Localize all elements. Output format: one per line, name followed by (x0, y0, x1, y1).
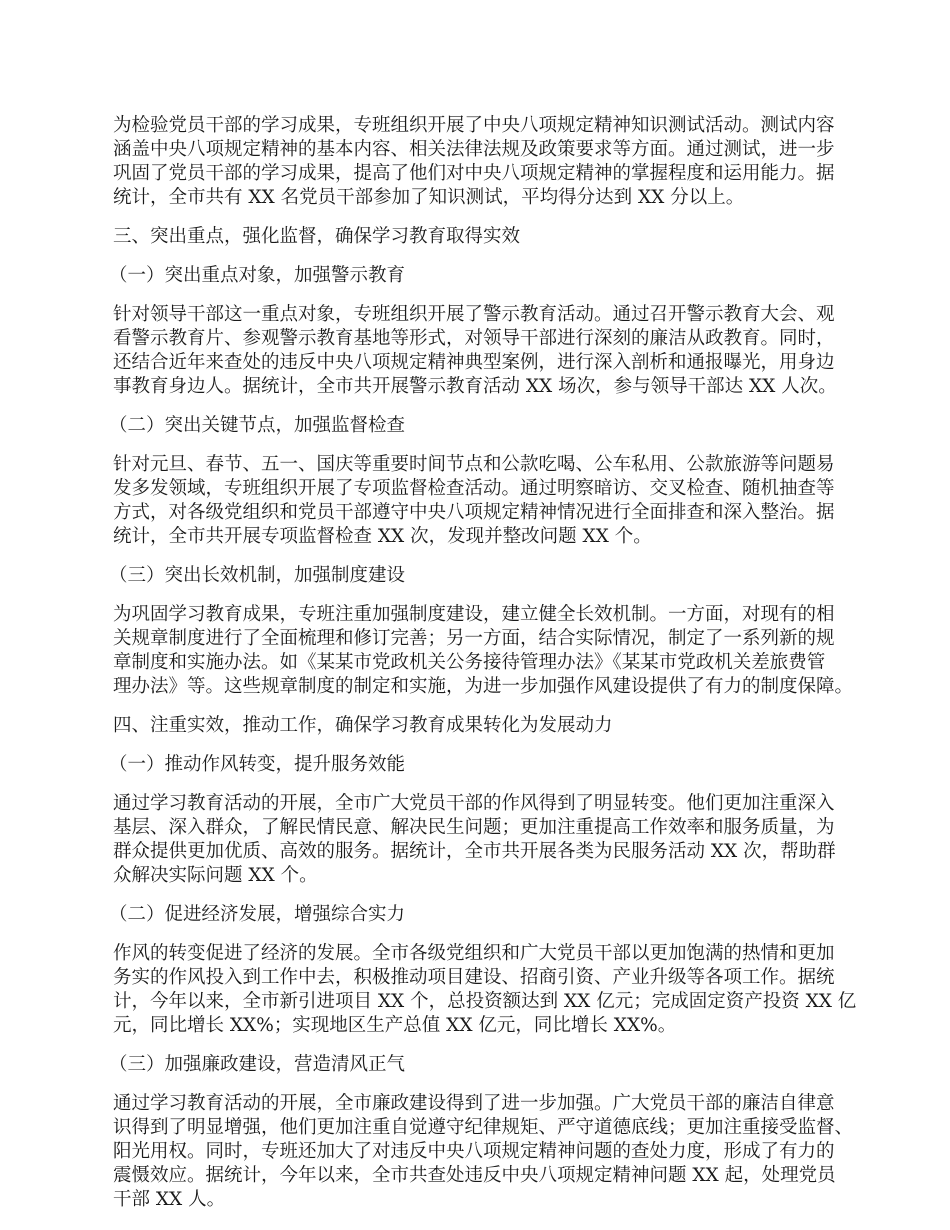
document-page (109, 114, 873, 1227)
text-line: 针对元旦、春节、五一、国庆等重要时间节点和公款吃喝、公车私用、公款旅游等问题易 (113, 454, 835, 475)
text-line: （三）突出长效机制，加强制度建设 (109, 565, 406, 586)
section-heading (113, 225, 873, 249)
body-paragraph (113, 942, 873, 1038)
body-paragraph (113, 792, 873, 888)
subsection-heading (109, 903, 873, 927)
text-line: 统计，全市共开展专项监督检查 XX 次，发现并整改问题 XX 个。 (113, 526, 652, 547)
text-line: 基层、深入群众，了解民情民意、解决民生问题；更加注重提高工作效率和服务质量，为 (113, 817, 835, 838)
body-paragraph (113, 1092, 873, 1212)
text-line: 为巩固学习教育成果，专班注重加强制度建设，建立健全长效机制。一方面，对现有的相 (113, 604, 835, 625)
text-line: 众解决实际问题 XX 个。 (113, 865, 318, 886)
subsection-heading (109, 564, 873, 588)
text-line: 群众提供更加优质、高效的服务。据统计，全市共开展各类为民服务活动 XX 次，帮助群 (113, 841, 836, 862)
text-line: 看警示教育片、参观警示教育基地等形式，对领导干部进行深刻的廉洁从政教育。同时， (113, 328, 835, 349)
text-line: 震慑效应。据统计，今年以来，全市共查处违反中央八项规定精神问题 XX 起，处理党员 (113, 1165, 836, 1186)
text-line: 发多发领域，专班组织开展了专项监督检查活动。通过明察暗访、交叉检查、随机抽查等 (113, 478, 835, 499)
body-paragraph (113, 453, 873, 549)
text-line: 事教育身边人。据统计，全市共开展警示教育活动 XX 场次，参与领导干部达 XX 人次。 (113, 376, 837, 397)
text-line: 三、突出重点，强化监督，确保学习教育取得实效 (113, 226, 521, 247)
body-paragraph (113, 114, 873, 210)
text-line: （一）推动作风转变，提升服务效能 (109, 754, 406, 775)
text-line: 干部 XX 人。 (113, 1189, 226, 1210)
text-line: 四、注重实效，推动工作，确保学习教育成果转化为发展动力 (113, 715, 613, 736)
text-line: 针对领导干部这一重点对象，专班组织开展了警示教育活动。通过召开警示教育大会、观 (113, 304, 835, 325)
text-line: 理办法》等。这些规章制度的制定和实施，为进一步加强作风建设提供了有力的制度保障。 (113, 676, 854, 697)
text-line: 涵盖中央八项规定精神的基本内容、相关法律法规及政策要求等方面。通过测试，进一步 (113, 139, 835, 160)
text-line: 通过学习教育活动的开展，全市广大党员干部的作风得到了明显转变。他们更加注重深入 (113, 793, 835, 814)
section-heading (113, 714, 873, 738)
text-line: 方式，对各级党组织和党员干部遵守中央八项规定精神情况进行全面排查和深入整治。据 (113, 502, 835, 523)
text-line: 元，同比增长 XX%；实现地区生产总值 XX 亿元，同比增长 XX%。 (113, 1015, 677, 1036)
text-line: 还结合近年来查处的违反中央八项规定精神典型案例，进行深入剖析和通报曝光，用身边 (113, 352, 835, 373)
text-line: （三）加强廉政建设，营造清风正气 (109, 1054, 406, 1075)
text-line: 计，今年以来，全市新引进项目 XX 个，总投资额达到 XX 亿元；完成固定资产投资 XX 亿 (113, 991, 857, 1012)
text-line: 关规章制度进行了全面梳理和修订完善；另一方面，结合实际情况，制定了一系列新的规 (113, 628, 835, 649)
text-line: 巩固了党员干部的学习成果，提高了他们对中央八项规定精神的掌握程度和运用能力。据 (113, 163, 835, 184)
text-line: 统计，全市共有 XX 名党员干部参加了知识测试，平均得分达到 XX 分以上。 (113, 187, 745, 208)
text-line: 为检验党员干部的学习成果，专班组织开展了中央八项规定精神知识测试活动。测试内容 (113, 115, 835, 136)
text-line: （二）突出关键节点，加强监督检查 (109, 415, 406, 436)
body-paragraph (113, 603, 873, 699)
text-line: 阳光用权。同时，专班还加大了对违反中央八项规定精神问题的查处力度，形成了有力的 (113, 1141, 835, 1162)
subsection-heading (109, 1053, 873, 1077)
subsection-heading (109, 753, 873, 777)
subsection-heading (109, 414, 873, 438)
text-line: 务实的作风投入到工作中去，积极推动项目建设、招商引资、产业升级等各项工作。据统 (113, 967, 835, 988)
text-line: 识得到了明显增强，他们更加注重自觉遵守纪律规矩、严守道德底线；更加注重接受监督、 (113, 1117, 854, 1138)
text-line: 作风的转变促进了经济的发展。全市各级党组织和广大党员干部以更加饱满的热情和更加 (113, 943, 835, 964)
text-line: （二）促进经济发展，增强综合实力 (109, 904, 406, 925)
subsection-heading (109, 264, 873, 288)
body-paragraph (113, 303, 873, 399)
text-line: （一）突出重点对象，加强警示教育 (109, 265, 406, 286)
text-line: 通过学习教育活动的开展，全市廉政建设得到了进一步加强。广大党员干部的廉洁自律意 (113, 1093, 835, 1114)
text-line: 章制度和实施办法。如《某某市党政机关公务接待管理办法》《某某市党政机关差旅费管 (113, 652, 826, 673)
